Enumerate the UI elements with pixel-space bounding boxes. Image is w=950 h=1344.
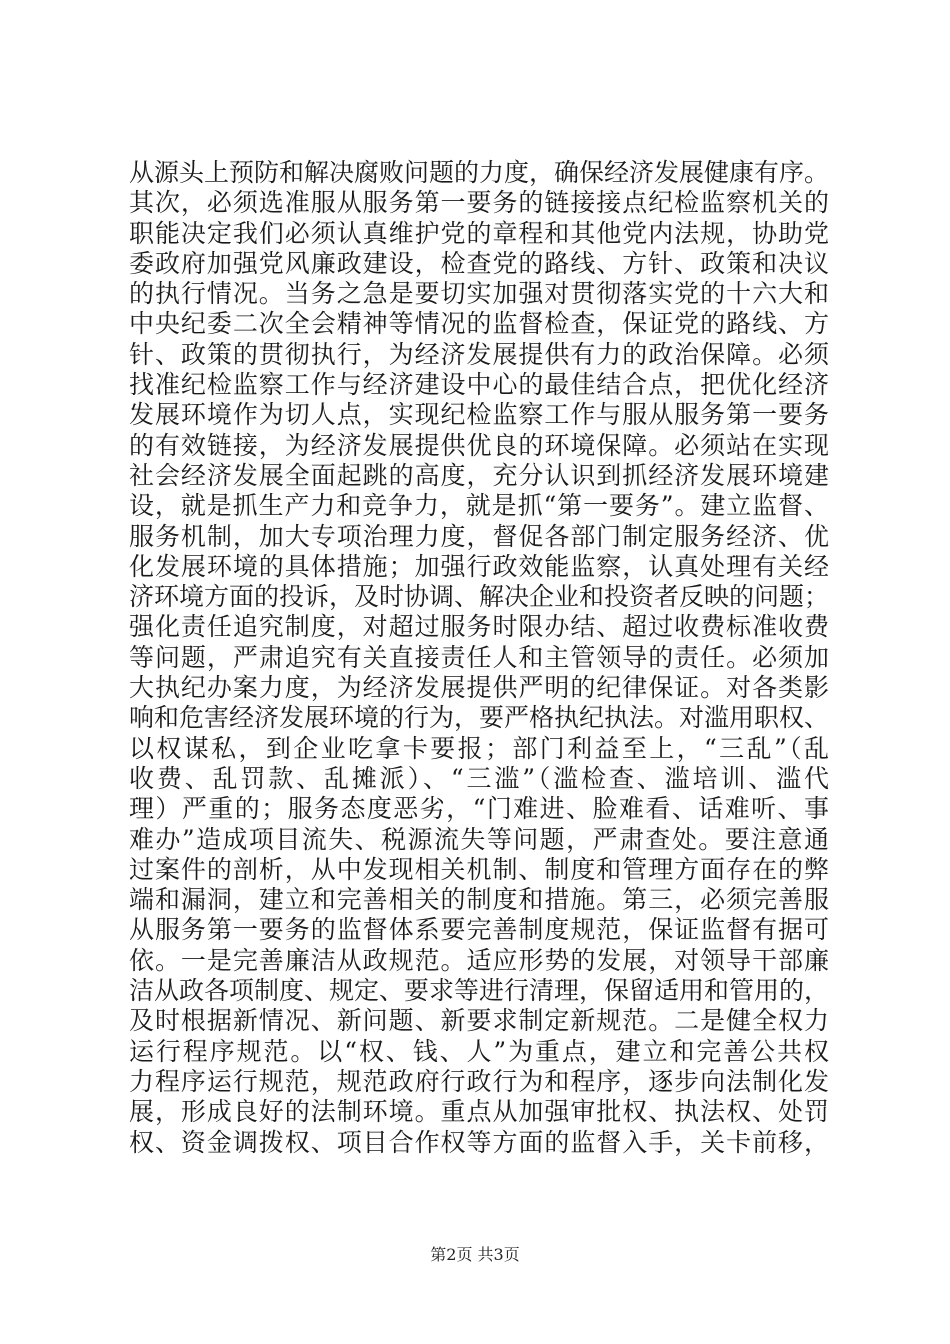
text-line: 针、政策的贯彻执行，为经济发展提供有力的政治保障。必须 — [129, 339, 829, 369]
text-line: 服务机制，加大专项治理力度，督促各部门制定服务经济、优 — [129, 521, 829, 551]
text-line: 职能决定我们必须认真维护党的章程和其他党内法规，协助党 — [129, 218, 829, 248]
text-line: 社会经济发展全面起跳的高度，充分认识到抓经济发展环境建 — [129, 460, 829, 490]
text-line: 端和漏洞，建立和完善相关的制度和措施。第三，必须完善服 — [129, 885, 829, 915]
text-line: 济环境方面的投诉，及时协调、解决企业和投资者反映的问题； — [129, 582, 830, 612]
text-line: 发展环境作为切人点，实现纪检监察工作与服从服务第一要务 — [129, 400, 829, 430]
text-line: 化发展环境的具体措施；加强行政效能监察，认真处理有关经 — [129, 551, 829, 581]
text-line: 从服务第一要务的监督体系要完善制度规范，保证监督有据可 — [129, 915, 829, 945]
text-line: 及时根据新情况、新问题、新要求制定新规范。二是健全权力 — [129, 1006, 829, 1036]
text-line: 找准纪检监察工作与经济建设中心的最佳结合点，把优化经济 — [129, 370, 829, 400]
text-line: 洁从政各项制度、规定、要求等进行清理，保留适用和管用的， — [129, 976, 830, 1006]
text-line: 的有效链接，为经济发展提供优良的环境保障。必须站在实现 — [129, 430, 829, 460]
text-line: 展，形成良好的法制环境。重点从加强审批权、执法权、处罚 — [129, 1097, 829, 1127]
text-line: 收费、乱罚款、乱摊派）、“三滥”（滥检查、滥培训、滥代 — [129, 763, 829, 793]
text-line: 过案件的剖析，从中发现相关机制、制度和管理方面存在的弊 — [129, 854, 829, 884]
text-line: 难办”造成项目流失、税源流失等问题，严肃查处。要注意通 — [129, 824, 829, 854]
text-line: 委政府加强党风廉政建设，检查党的路线、方针、政策和决议 — [129, 248, 829, 278]
text-line: 依。一是完善廉洁从政规范。适应形势的发展，对领导干部廉 — [129, 945, 829, 975]
text-line: 从源头上预防和解决腐败问题的力度，确保经济发展健康有序。 — [129, 158, 830, 187]
text-line: 强化责任追究制度，对超过服务时限办结、超过收费标准收费 — [129, 612, 829, 642]
text-line: 其次，必须选准服从服务第一要务的链接接点纪检监察机关的 — [129, 188, 829, 218]
text-line: 响和危害经济发展环境的行为，要严格执纪执法。对滥用职权、 — [129, 703, 830, 733]
text-line: 运行程序规范。以“权、钱、人”为重点，建立和完善公共权 — [129, 1036, 829, 1066]
text-line: 权、资金调拨权、项目合作权等方面的监督入手，关卡前移， — [129, 1127, 829, 1157]
text-line: 大执纪办案力度，为经济发展提供严明的纪律保证。对各类影 — [129, 673, 829, 703]
page-footer — [0, 1244, 950, 1266]
text-line: 设，就是抓生产力和竞争力，就是抓“第一要务”。建立监督、 — [129, 491, 829, 521]
text-line: 力程序运行规范，规范政府行政行为和程序，逐步向法制化发 — [129, 1066, 829, 1096]
page-number: 第2页 共3页 — [430, 1245, 520, 1264]
text-line: 理）严重的；服务态度恶劣，“门难进、脸难看、话难听、事 — [129, 794, 829, 824]
text-line: 以权谋私，到企业吃拿卡要报；部门利益至上，“三乱”（乱 — [129, 733, 829, 763]
body-text — [129, 158, 829, 1158]
text-line: 等问题，严肃追究有关直接责任人和主管领导的责任。必须加 — [129, 642, 829, 672]
text-line: 中央纪委二次全会精神等情况的监督检查，保证党的路线、方 — [129, 309, 829, 339]
text-line: 的执行情况。当务之急是要切实加强对贯彻落实党的十六大和 — [129, 279, 829, 309]
